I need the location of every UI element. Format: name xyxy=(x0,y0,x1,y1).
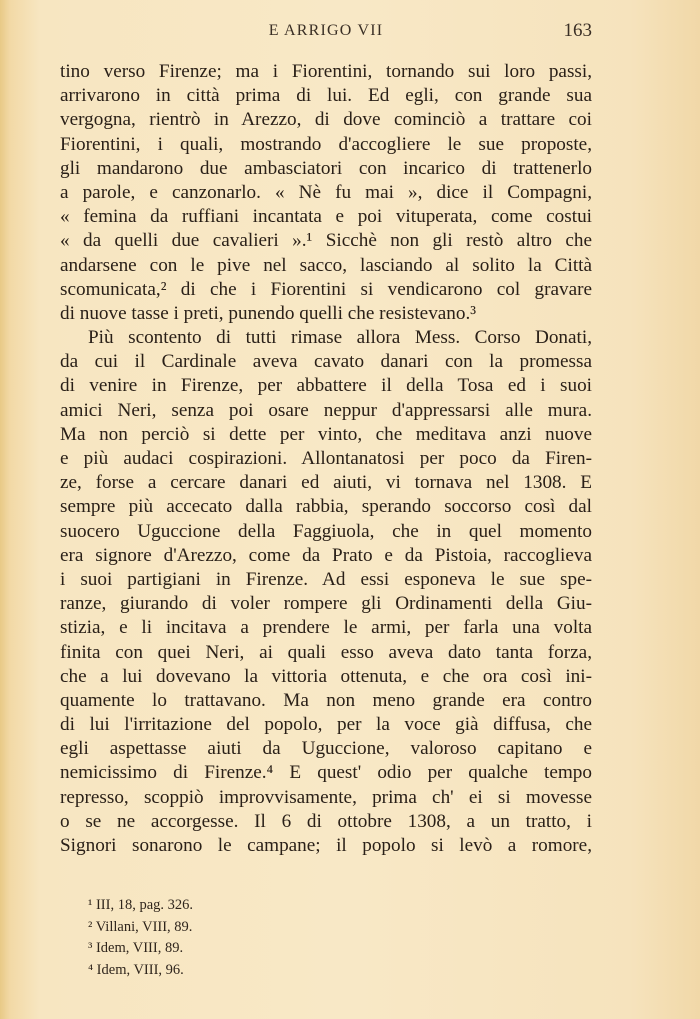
footnote: ² Villani, VIII, 89. xyxy=(88,918,193,935)
text-line: suocero Uguccione della Faggiuola, che in quel momento xyxy=(60,520,592,542)
text-line: Ma non perciò si dette per vinto, che meditava anzi nuove xyxy=(60,423,592,445)
text-line: da cui il Cardinale aveva cavato danari con la promessa xyxy=(60,351,592,373)
text-line: andarsene con le pive nel sacco, lasciando al solito la Città xyxy=(60,254,592,276)
text-line: finita con quei Neri, ai quali esso aveva dato tanta forza, xyxy=(60,641,592,663)
text-line: ranze, giurando di voler rompere gli Ordinamenti della Giu- xyxy=(60,593,592,615)
text-line: ze, forse a cercare danari ed aiuti, vi tornava nel 1308. E xyxy=(60,472,592,494)
text-line: scomunicata,² di che i Fiorentini si vendicarono col gravare xyxy=(60,278,592,300)
text-line: a parole, e canzonarlo. « Nè fu mai », dice il Compagni, xyxy=(60,181,592,203)
text-line: o se ne accorgesse. Il 6 di ottobre 1308, a un tratto, i xyxy=(60,810,592,832)
text-line: tino verso Firenze; ma i Fiorentini, tornando sui loro passi, xyxy=(60,61,592,82)
text-line: sempre più accecato dalla rabbia, sperando soccorso così dal xyxy=(60,496,592,518)
text-line: amici Neri, senza poi osare neppur d'appressarsi alle mura. xyxy=(60,399,592,421)
footnote: ¹ III, 18, pag. 326. xyxy=(88,897,194,913)
text-line: « da quelli due cavalieri ».¹ Sicchè non gli restò altro che xyxy=(60,230,592,252)
text-line: che a lui dovevano la vittoria ottenuta, e che ora così ini- xyxy=(60,665,592,687)
text-line: di nuove tasse i preti, punendo quelli che resistevano.³ xyxy=(60,302,477,324)
text-line: egli aspettasse aiuti da Uguccione, valoroso capitano e xyxy=(60,738,592,760)
text-line: Più scontento di tutti rimase allora Mess. Corso Donati, xyxy=(88,327,592,349)
footnotes xyxy=(88,895,568,981)
text-line: arrivarono in città prima di lui. Ed egli, con grande sua xyxy=(60,85,592,107)
text-line: quamente lo trattavano. Ma non meno grande era contro xyxy=(60,689,592,711)
text-line: i suoi partigiani in Firenze. Ad essi esponeva le sue spe- xyxy=(60,568,592,590)
body-text xyxy=(60,60,592,858)
running-title: E ARRIGO VII xyxy=(268,22,384,39)
text-line: vergogna, rientrò in Arezzo, di dove cominciò a trattare coi xyxy=(60,109,592,131)
text-line: represso, scoppiò improvvisamente, prima ch' ei si movesse xyxy=(60,786,592,808)
text-line: Signori sonarono le campane; il popolo si levò a romore, xyxy=(60,835,592,856)
text-line: « femina da ruffiani incantata e poi vituperata, come costui xyxy=(60,206,592,228)
footnote: ³ Idem, VIII, 89. xyxy=(88,940,184,956)
text-line: di venire in Firenze, per abbattere il della Tosa ed i suoi xyxy=(60,375,592,397)
footnote: ⁴ Idem, VIII, 96. xyxy=(88,961,184,978)
text-line: Fiorentini, i quali, mostrando d'accogliere le sue proposte, xyxy=(60,133,592,155)
text-line: di lui l'irritazione del popolo, per la voce già diffusa, che xyxy=(60,714,592,736)
running-head xyxy=(60,22,592,46)
text-line: stizia, e li incitava a prendere le armi, per farla una volta xyxy=(60,617,592,639)
page-number: 163 xyxy=(563,20,592,41)
text-line: e più audaci cospirazioni. Allontanatosi per poco da Firen- xyxy=(60,448,592,469)
text-line: gli mandarono due ambasciatori con incarico di trattenerlo xyxy=(60,157,592,179)
text-line: era signore d'Arezzo, come da Prato e da Pistoia, raccoglieva xyxy=(60,544,592,566)
text-line: nemicissimo di Firenze.⁴ E quest' odio per qualche tempo xyxy=(60,762,592,784)
